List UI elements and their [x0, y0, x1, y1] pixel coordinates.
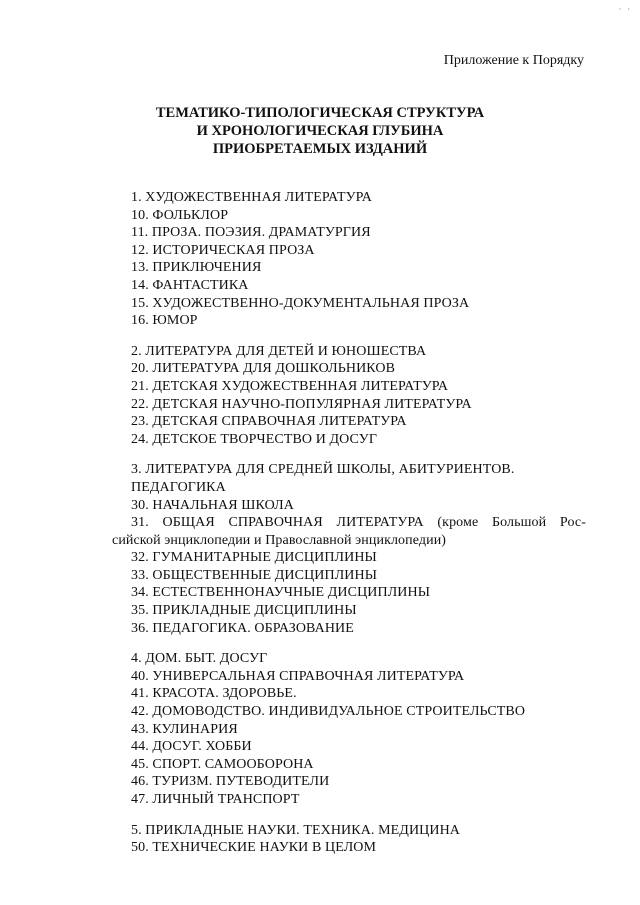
scan-marks: · · — [618, 5, 632, 14]
list-item: 44. ДОСУГ. ХОББИ — [131, 739, 252, 755]
list-item: 12. ИСТОРИЧЕСКАЯ ПРОЗА — [131, 242, 315, 258]
list-item: 50. ТЕХНИЧЕСКИЕ НАУКИ В ЦЕЛОМ — [131, 840, 377, 856]
title-line: И ХРОНОЛОГИЧЕСКАЯ ГЛУБИНА — [196, 123, 444, 139]
section-heading-continuation: ПЕДАГОГИКА — [131, 479, 226, 495]
list-item: 32. ГУМАНИТАРНЫЕ ДИСЦИПЛИНЫ — [131, 550, 377, 566]
list-item: 13. ПРИКЛЮЧЕНИЯ — [131, 260, 262, 276]
section-heading: 5. ПРИКЛАДНЫЕ НАУКИ. ТЕХНИКА. МЕДИЦИНА — [131, 822, 461, 838]
list-item: 23. ДЕТСКАЯ СПРАВОЧНАЯ ЛИТЕРАТУРА — [131, 414, 407, 430]
section-home — [131, 650, 586, 808]
section-children — [131, 343, 586, 449]
list-item: 20. ЛИТЕРАТУРА ДЛЯ ДОШКОЛЬНИКОВ — [131, 361, 396, 377]
section-heading: 2. ЛИТЕРАТУРА ДЛЯ ДЕТЕЙ И ЮНОШЕСТВА — [131, 343, 427, 359]
list-item: 14. ФАНТАСТИКА — [131, 277, 249, 293]
list-item: 40. УНИВЕРСАЛЬНАЯ СПРАВОЧНАЯ ЛИТЕРАТУРА — [131, 668, 465, 684]
thematic-list — [112, 189, 586, 870]
list-item: 36. ПЕДАГОГИКА. ОБРАЗОВАНИЕ — [131, 620, 354, 636]
section-applied-sciences — [131, 822, 586, 857]
list-item: 42. ДОМОВОДСТВО. ИНДИВИДУАЛЬНОЕ СТРОИТЕЛЬСТВО — [131, 704, 526, 720]
list-item: 11. ПРОЗА. ПОЭЗИЯ. ДРАМАТУРГИЯ — [131, 225, 371, 241]
section-heading: 4. ДОМ. БЫТ. ДОСУГ — [131, 651, 268, 667]
list-item: 31. ОБЩАЯ СПРАВОЧНАЯ ЛИТЕРАТУРА (кроме Большой Рос- — [131, 515, 586, 531]
list-item-continuation: сийской энциклопедии и Православной энциклопедии) — [112, 532, 447, 548]
section-heading: 3. ЛИТЕРАТУРА ДЛЯ СРЕДНЕЙ ШКОЛЫ, АБИТУРИЕНТОВ. — [131, 462, 515, 478]
list-item: 15. ХУДОЖЕСТВЕННО-ДОКУМЕНТАЛЬНАЯ ПРОЗА — [131, 295, 470, 311]
document-title — [0, 104, 640, 158]
list-item: 47. ЛИЧНЫЙ ТРАНСПОРТ — [131, 792, 300, 807]
list-item: 43. КУЛИНАРИЯ — [131, 721, 238, 737]
title-line: ПРИОБРЕТАЕМЫХ ИЗДАНИЙ — [212, 141, 428, 157]
list-item: 21. ДЕТСКАЯ ХУДОЖЕСТВЕННАЯ ЛИТЕРАТУРА — [131, 378, 449, 394]
list-item: 33. ОБЩЕСТВЕННЫЕ ДИСЦИПЛИНЫ — [131, 567, 378, 583]
appendix-label: Приложение к Порядку — [443, 53, 584, 68]
list-item: 30. НАЧАЛЬНАЯ ШКОЛА — [131, 497, 294, 513]
list-item: 41. КРАСОТА. ЗДОРОВЬЕ. — [131, 686, 297, 702]
section-heading: 1. ХУДОЖЕСТВЕННАЯ ЛИТЕРАТУРА — [131, 190, 372, 205]
list-item: 45. СПОРТ. САМООБОРОНА — [131, 756, 314, 772]
list-item: 16. ЮМОР — [131, 313, 198, 329]
title-line: ТЕМАТИКО-ТИПОЛОГИЧЕСКАЯ СТРУКТУРА — [155, 105, 485, 121]
list-item: 35. ПРИКЛАДНЫЕ ДИСЦИПЛИНЫ — [131, 603, 357, 619]
list-item: 46. ТУРИЗМ. ПУТЕВОДИТЕЛИ — [131, 774, 330, 790]
section-school — [112, 461, 586, 637]
list-item: 22. ДЕТСКАЯ НАУЧНО-ПОПУЛЯРНАЯ ЛИТЕРАТУРА — [131, 396, 472, 412]
list-item: 34. ЕСТЕСТВЕННОНАУЧНЫЕ ДИСЦИПЛИНЫ — [131, 585, 431, 601]
list-item: 24. ДЕТСКОЕ ТВОРЧЕСТВО И ДОСУГ — [131, 431, 378, 447]
section-fiction — [131, 189, 586, 330]
list-item: 10. ФОЛЬКЛОР — [131, 207, 229, 223]
